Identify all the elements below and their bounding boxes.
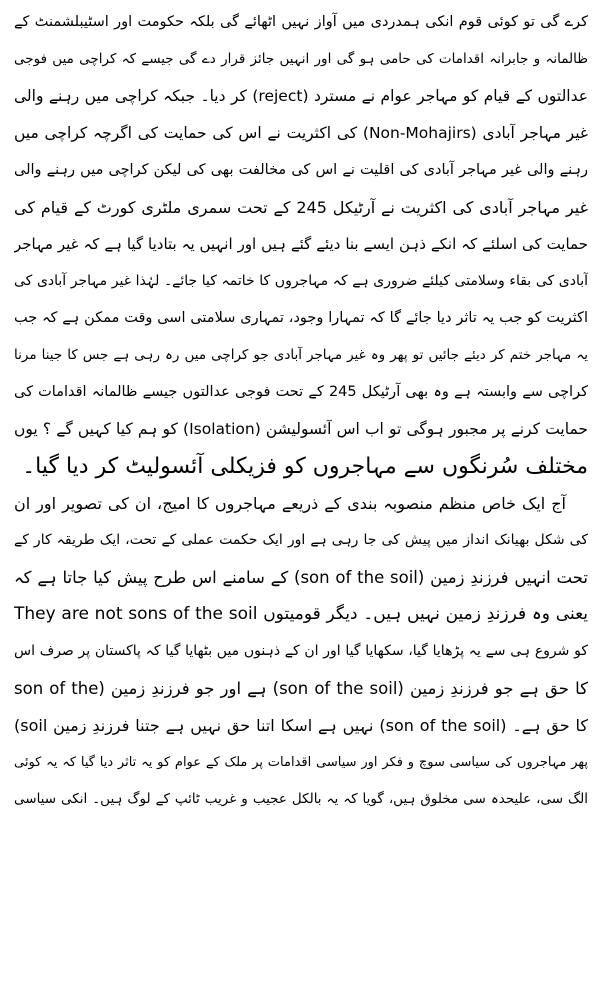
paragraph-end-line: مختلف سُرنگوں سے مہاجروں کو فزیکلی آئسولیٹ کر دیا گیا۔ <box>22 454 588 479</box>
text-line: کو شروع ہی سے یہ پڑھایا گیا، سکھایا گیا اور ان کے ذہنوں میں بٹھایا گیا کہ پاکستان پر صرف اس <box>14 643 588 659</box>
text-line: یہ مہاجر ختم کر دیئے جائیں تو پھر وہ غیر مہاجر آبادی جو کراچی میں رہ رہی ہے جس کا جینا مرنا <box>14 347 588 363</box>
text-line: غیر مہاجر آبادی کی اکثریت نے آرٹیکل 245 کے تحت سمری ملٹری کورٹ کے قیام کی <box>14 198 588 217</box>
text-line: رہنے والی غیر مہاجر آبادی کی اقلیت نے اس کی مخالفت بھی کی لیکن کراچی میں رہنے والی <box>14 162 588 178</box>
text-line: They are not sons of the soil یعنی وہ فرزندِ زمین نہیں ہیں۔ دیگر قومیتوں <box>14 604 588 624</box>
text-line: حمایت کرنے پر مجبور ہوگی تو اب اس آئسولیشن (Isolation) کو ہم کیا کہیں گے ؟ یوں <box>14 420 588 438</box>
text-line: غیر مہاجر آبادی (Non-Mohajirs) کی اکثریت نے اس کی حمایت کی اگرچہ کراچی میں <box>14 124 588 142</box>
text-line: اکثریت کو جب یہ تاثر دیا جائے گا کہ تمہارا وجود، تمہاری سلامتی اسی وقت ممکن ہے کہ جب <box>14 310 588 326</box>
text-line: کراچی سے وابستہ ہے وہ بھی آرٹیکل 245 کے تحت فوجی عدالتوں جیسے ظالمانہ اقدامات کی <box>14 384 588 400</box>
text-line: کا حق ہے جو فرزندِ زمین (son of the soil) ہے اور جو فرزندِ زمین (son of the <box>14 679 588 698</box>
text-line: حمایت کی اسلئے کہ انکے ذہن ایسے بنا دیئے گئے ہیں اور انہیں یہ بتادیا گیا ہے کہ غیر مہاجر <box>14 235 588 253</box>
text-line: (soil نہیں ہے اسکا اتنا حق نہیں ہے جتنا فرزندِ زمین (son of the soil) کا حق ہے۔ <box>14 716 588 735</box>
text-line: کی شکل بھیانک انداز میں پیش کی جا رہی ہے اور ایک حکمت عملی کے تحت، ایک طریقہ کار کے <box>14 532 588 548</box>
text-line: آبادی کی بقاء وسلامتی کیلئے ضروری ہے کہ مہاجروں کا خاتمہ کیا جائے۔ لہٰذا غیر مہاجر آبادی کی <box>14 273 588 289</box>
paragraph-start-line: آج ایک خاص منظم منصوبہ بندی کے ذریعے مہاجروں کا امیج، ان کی تصویر اور ان <box>14 494 566 513</box>
text-line: الگ سی، علیحدہ سی مخلوق ہیں، گویا کہ یہ بالکل عجیب و غریب ٹائپ کے لوگ ہیں۔ انکی سیاسی <box>14 791 588 807</box>
text-line: تحت انہیں فرزندِ زمین (son of the soil) کے سامنے اس طرح پیش کیا جاتا ہے کہ <box>14 568 588 587</box>
text-line: پھر مہاجروں کی سیاسی سوچ و فکر اور سیاسی اقدامات پر ملک کے عوام کو یہ تاثر دیا گیا کہ یہ کوئی <box>14 755 588 770</box>
text-line: کرے گی تو کوئی قوم انکی ہمدردی میں آواز نہیں اٹھائے گی بلکہ حکومت اور اسٹیبلشمنٹ کے <box>14 14 588 30</box>
text-line: ظالمانہ و جابرانہ اقدامات کی حامی ہو گی اور انہیں جائز قرار دے گی جیسے کہ کراچی میں فوجی <box>14 51 588 67</box>
text-line: عدالتوں کے قیام کو مہاجر عوام نے مسترد (reject) کر دیا۔ جبکہ کراچی میں رہنے والی <box>14 87 588 105</box>
